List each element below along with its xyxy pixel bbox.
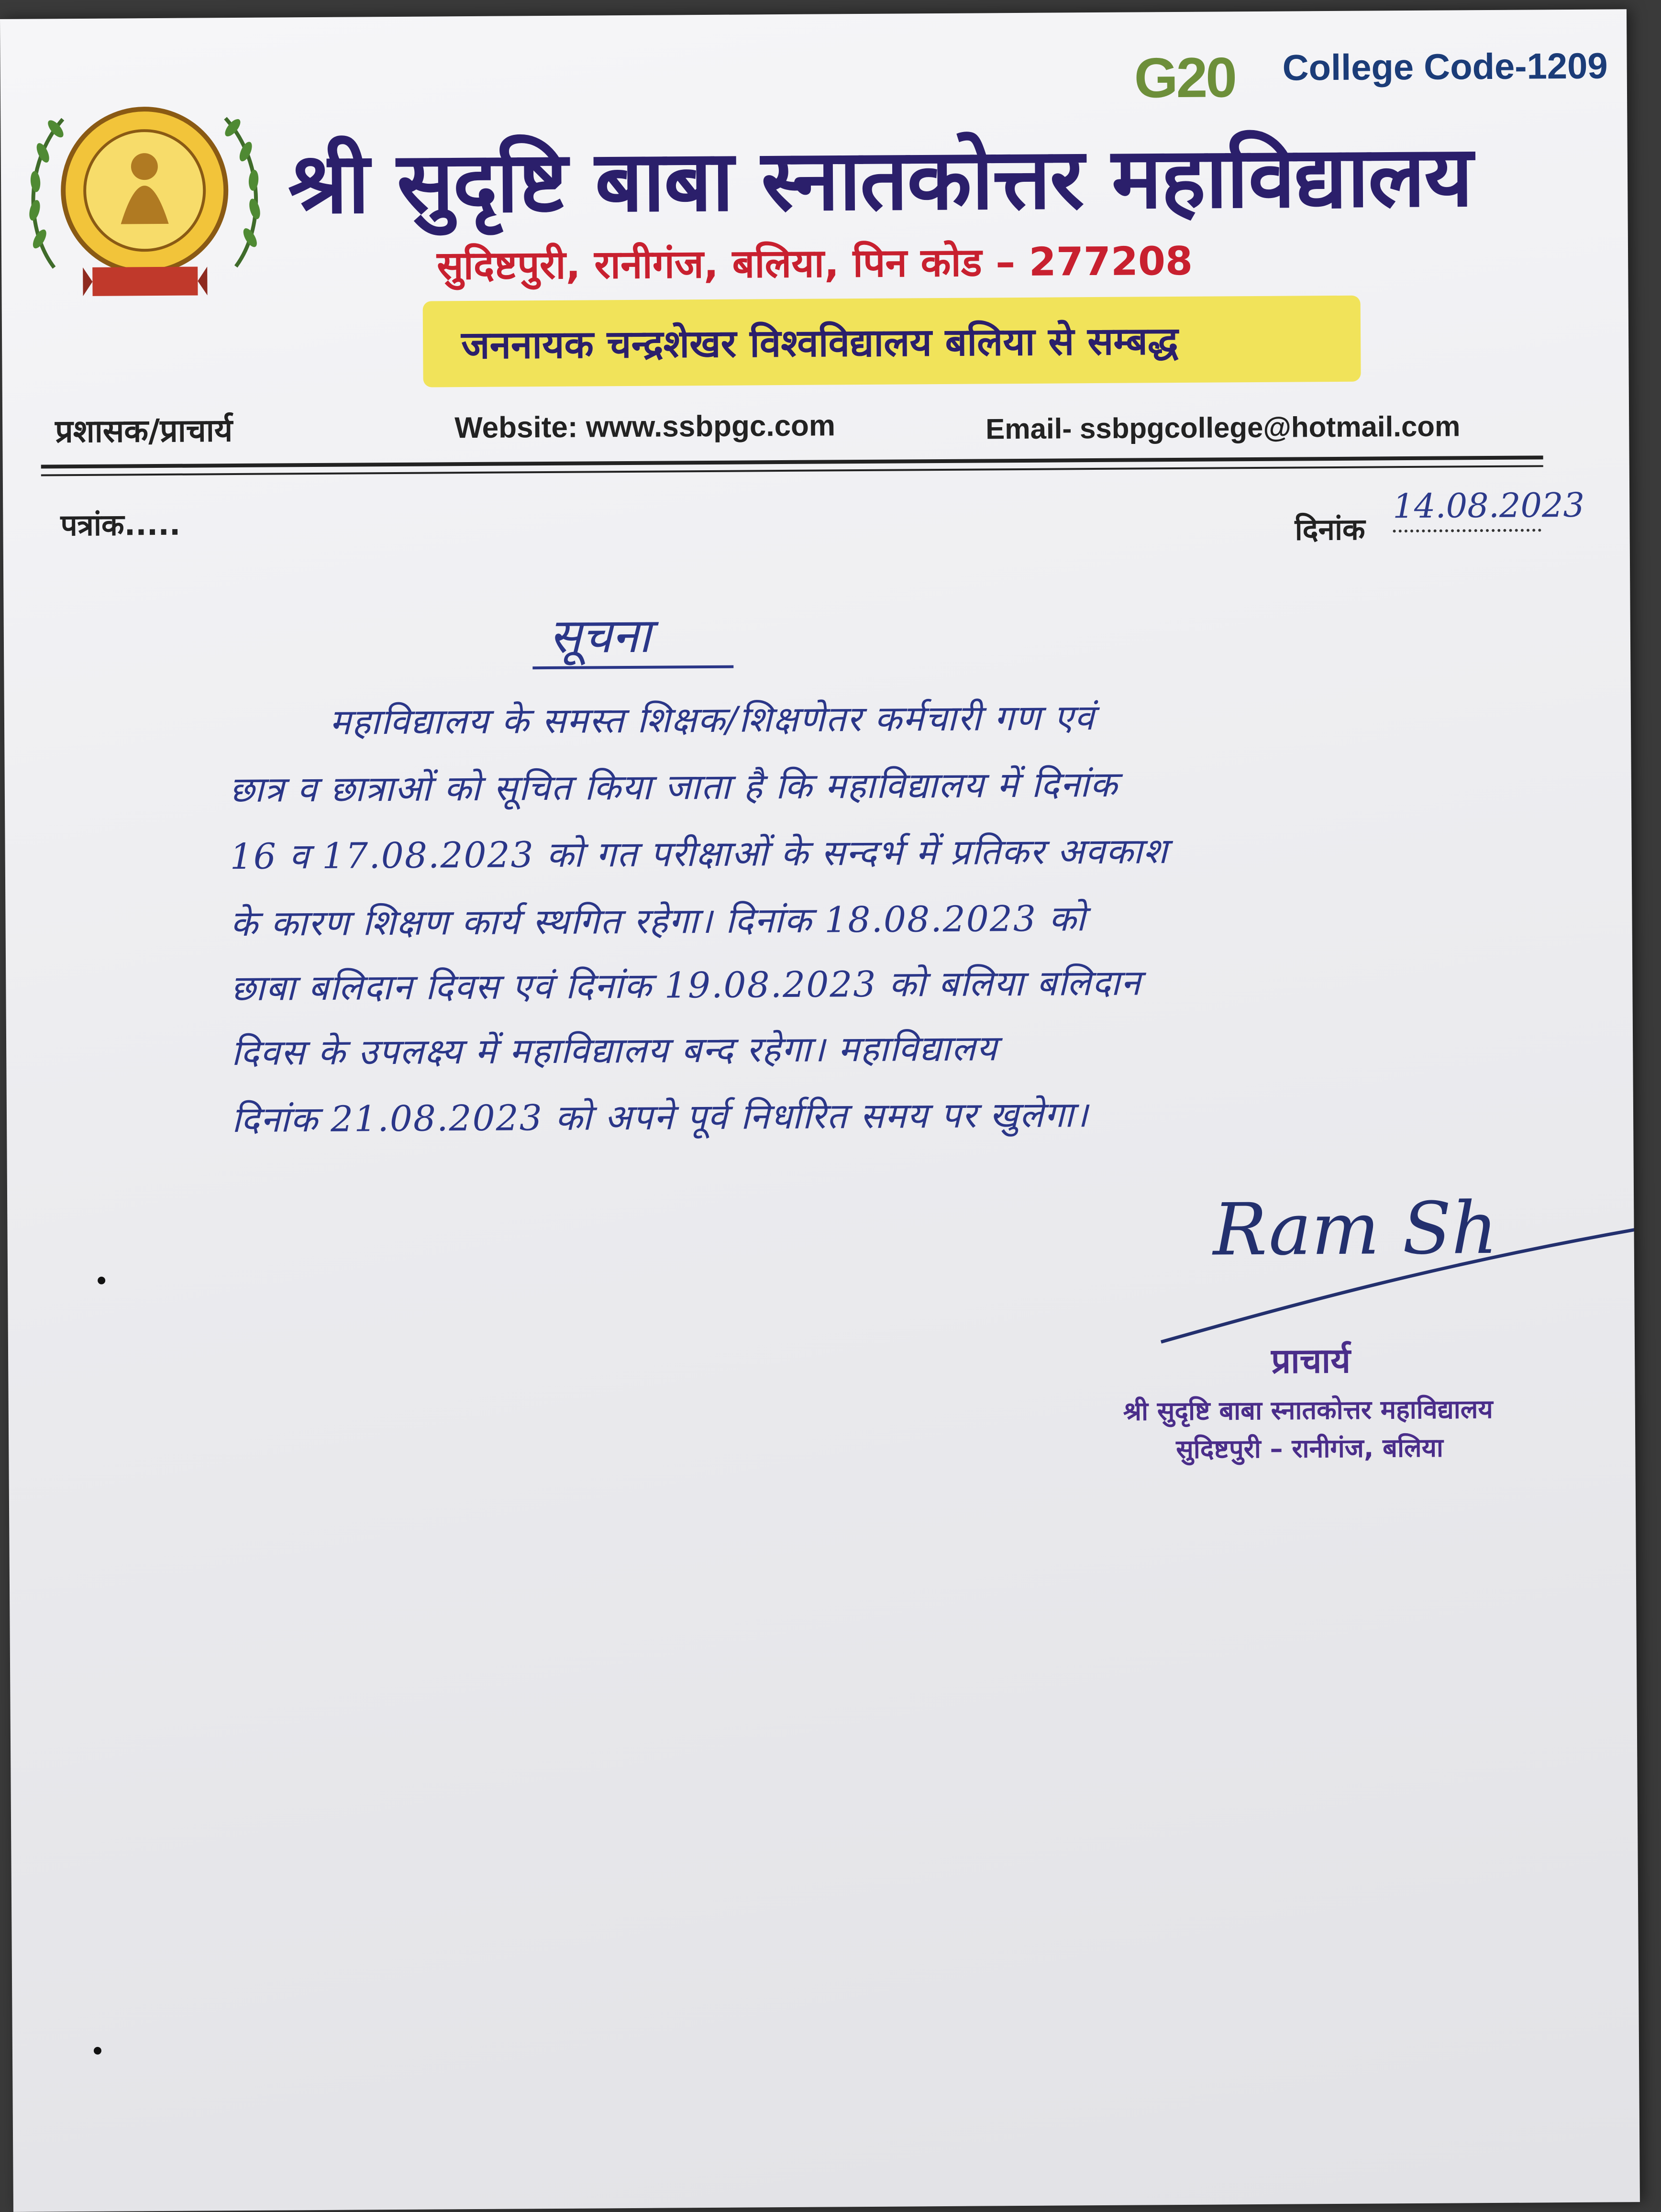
college-name-title: श्री सुदृष्टि बाबा स्नातकोत्तर महाविद्यालय xyxy=(288,127,1473,233)
administrator-label: प्रशासक/प्राचार्य xyxy=(55,412,233,450)
email-link[interactable]: Email- ssbpgcollege@hotmail.com xyxy=(986,410,1461,445)
affiliation-text: जननायक चन्द्रशेखर विश्वविद्यालय बलिया से सम्बद्ध xyxy=(461,318,1179,368)
notice-body-line: दिनांक 21.08.2023 को अपने पूर्व निर्धारित समय पर खुलेगा। xyxy=(231,1094,1089,1141)
notice-body-line: छाबा बलिदान दिवस एवं दिनांक 19.08.2023 को बलिया बलिदान xyxy=(231,962,1142,1009)
website-link[interactable]: Website: www.ssbpgc.com xyxy=(454,409,836,445)
reference-number-label: पत्रांक..... xyxy=(60,507,181,543)
letter-sheet xyxy=(0,9,1640,2212)
stamp-address: सुदिष्टपुरी – रानीगंज, बलिया xyxy=(1176,1432,1444,1465)
notice-heading: सूचना xyxy=(549,607,651,664)
principal-signature: Ram Sh xyxy=(1212,1186,1498,1272)
notice-body-line: के कारण शिक्षण कार्य स्थगित रहेगा। दिनांक 18.08.2023 को xyxy=(230,898,1086,945)
signature-stroke xyxy=(0,9,1635,1454)
stamp-college-name: श्री सुदृष्टि बाबा स्नातकोत्तर महाविद्यालय xyxy=(1123,1394,1493,1427)
date-label: दिनांक xyxy=(1295,511,1365,547)
notice-body-line: 16 व 17.08.2023 को गत परीक्षाओं के सन्दर्भ में प्रतिकर अवकाश xyxy=(230,830,1169,878)
punch-mark xyxy=(94,2047,101,2055)
college-address: सुदिष्टपुरी, रानीगंज, बलिया, पिन कोड – 277208 xyxy=(436,238,1193,289)
notice-body-line: छात्र व छात्राओं को सूचित किया जाता है कि महाविद्यालय में दिनांक xyxy=(229,763,1118,811)
punch-mark xyxy=(98,1277,105,1284)
g20-logo: G20 xyxy=(1134,46,1236,110)
notice-body-line: दिवस के उपलक्ष्य में महाविद्यालय बन्द रहेगा। महाविद्यालय xyxy=(231,1028,998,1074)
signatory-title: प्राचार्य xyxy=(1271,1340,1351,1381)
date-value: 14.08.2023 xyxy=(1393,485,1585,526)
notice-body-line: महाविद्यालय के समस्त शिक्षक/शिक्षणेतर कर्मचारी गण एवं xyxy=(329,697,1096,743)
college-code: College Code-1209 xyxy=(1282,45,1608,88)
